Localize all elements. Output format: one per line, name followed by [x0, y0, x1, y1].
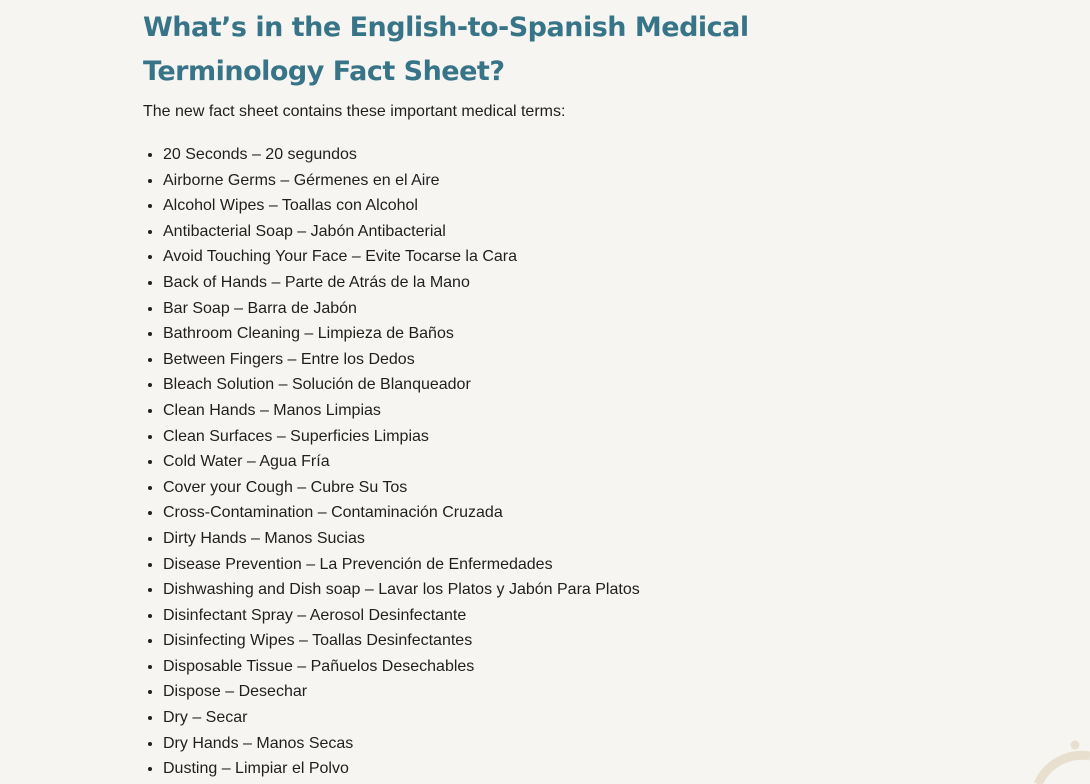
term-list-item: • Disposable Tissue – Pañuelos Desechables	[163, 654, 763, 680]
term-list-item: • Clean Surfaces – Superficies Limpias	[163, 424, 763, 450]
term-list-item: • Disinfectant Spray – Aerosol Desinfectante	[163, 603, 763, 629]
term-list-item: • Bathroom Cleaning – Limpieza de Baños	[163, 321, 763, 347]
term-list-item: • Back of Hands – Parte de Atrás de la Mano	[163, 270, 763, 296]
term-list-item: • Bar Soap – Barra de Jabón	[163, 296, 763, 322]
term-list-item: • 20 Seconds – 20 segundos	[163, 142, 763, 168]
term-list-item: • Cover your Cough – Cubre Su Tos	[163, 475, 763, 501]
term-list-item: • Airborne Germs – Gérmenes en el Aire	[163, 168, 763, 194]
term-list-item: • Dry Hands – Manos Secas	[163, 731, 763, 757]
term-list-item: • Dry – Secar	[163, 705, 763, 731]
term-list-item: • Dishwashing and Dish soap – Lavar los Platos y Jabón Para Platos	[163, 577, 763, 603]
term-list-item: • Between Fingers – Entre los Dedos	[163, 347, 763, 373]
term-list-item: • Cross-Contamination – Contaminación Cruzada	[163, 500, 763, 526]
decorative-circle-graphic	[1030, 734, 1090, 784]
terms-list	[143, 142, 763, 782]
term-list-item: • Disinfecting Wipes – Toallas Desinfectantes	[163, 628, 763, 654]
term-list-item: • Cold Water – Agua Fría	[163, 449, 763, 475]
term-list-item: • Dirty Hands – Manos Sucias	[163, 526, 763, 552]
term-list-item: • Clean Hands – Manos Limpias	[163, 398, 763, 424]
article-content	[143, 6, 763, 782]
intro-paragraph: The new fact sheet contains these important medical terms:	[143, 103, 566, 120]
term-list-item: • Alcohol Wipes – Toallas con Alcohol	[163, 193, 763, 219]
term-list-item: • Avoid Touching Your Face – Evite Tocarse la Cara	[163, 244, 763, 270]
term-list-item: • Bleach Solution – Solución de Blanqueador	[163, 372, 763, 398]
term-list-item: • Disease Prevention – La Prevención de Enfermedades	[163, 552, 763, 578]
term-list-item: • Dusting – Limpiar el Polvo	[163, 756, 763, 782]
term-list-item: • Dispose – Desechar	[163, 679, 763, 705]
section-heading: What’s in the English-to-Spanish Medical Terminology Fact Sheet?	[143, 12, 749, 87]
term-list-item: • Antibacterial Soap – Jabón Antibacterial	[163, 219, 763, 245]
